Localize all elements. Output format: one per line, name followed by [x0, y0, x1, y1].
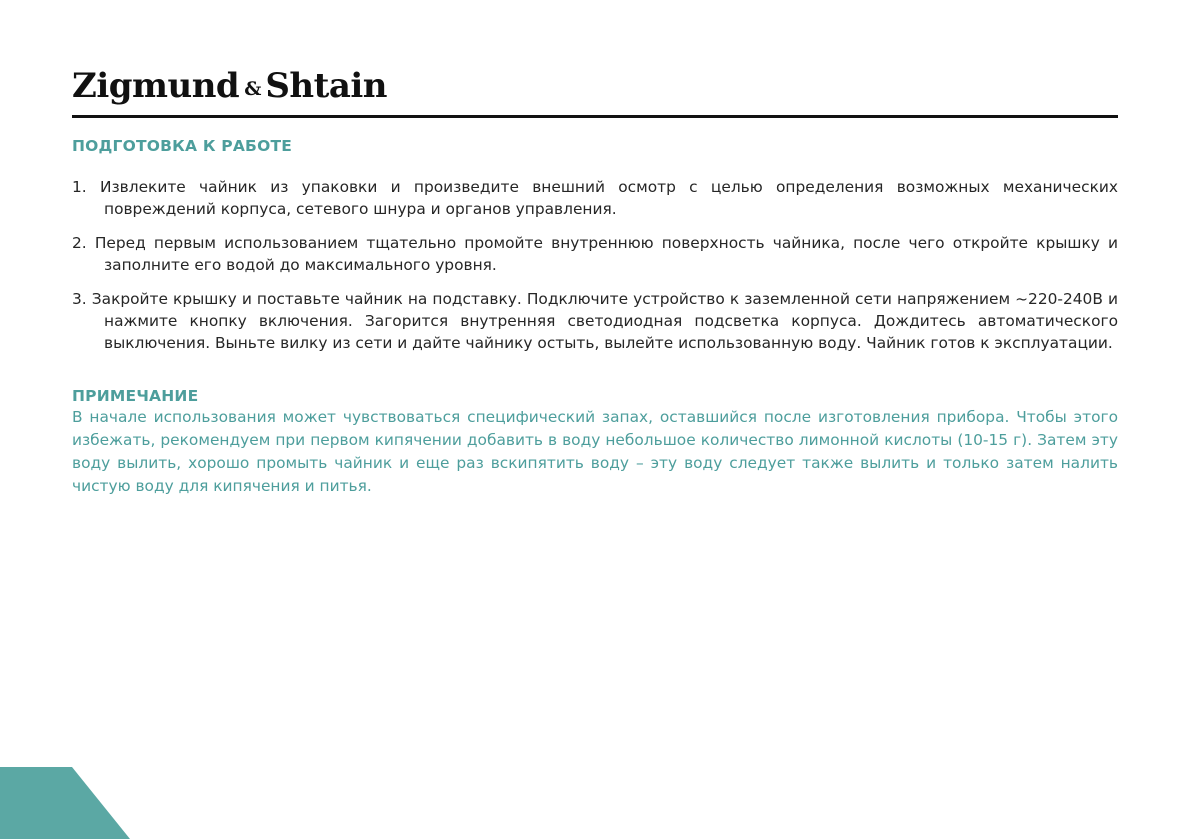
preparation-section-title: ПОДГОТОВКА К РАБОТЕ — [72, 137, 293, 155]
note-section-title: ПРИМЕЧАНИЕ — [72, 387, 199, 405]
step-number: 1. — [72, 178, 87, 196]
brand-logo-word-1: Zigmund — [72, 66, 240, 106]
brand-logo-word-2: Shtain — [265, 66, 388, 106]
brand-logo-ampersand: & — [244, 78, 262, 100]
header-divider — [72, 115, 1118, 118]
step-text: Закройте крышку и поставьте чайник на подставку. Подключите устройство к заземленной сети напряжением ~220-240В и нажмите кнопку включения. Загорится внутренняя светодиодная подсветка корпуса. Дождитесь автоматического выключения. Выньте вилку из сети и дайте чайнику остыть, вылейте использованную воду. Чайник готов к эксплуатации. — [91, 290, 1118, 352]
step-number: 3. — [72, 290, 87, 308]
preparation-step-3 — [72, 288, 1118, 354]
step-text: Перед первым использованием тщательно промойте внутреннюю поверхность чайника, после чего откройте крышку и заполните его водой до максимального уровня. — [94, 234, 1118, 274]
note-paragraph: В начале использования может чувствоваться специфический запах, оставшийся после изготовления прибора. Чтобы этого избежать, рекомендуем при первом кипячении добавить в воду небольшое количество лимонной кислоты (10-15 г). Затем эту воду вылить, хорошо промыть чайник и еще раз вскипятить воду – эту воду следует также вылить и только затем налить чистую воду для кипячения и питья. — [72, 408, 1118, 495]
preparation-step-1 — [72, 176, 1118, 220]
step-number: 2. — [72, 234, 87, 252]
corner-decoration — [0, 767, 130, 839]
step-text: Извлеките чайник из упаковки и произведите внешний осмотр с целью определения возможных механических повреждений корпуса, сетевого шнура и органов управления. — [99, 178, 1118, 218]
preparation-steps-list — [72, 176, 1118, 366]
brand-logo — [72, 66, 387, 106]
preparation-step-2 — [72, 232, 1118, 276]
